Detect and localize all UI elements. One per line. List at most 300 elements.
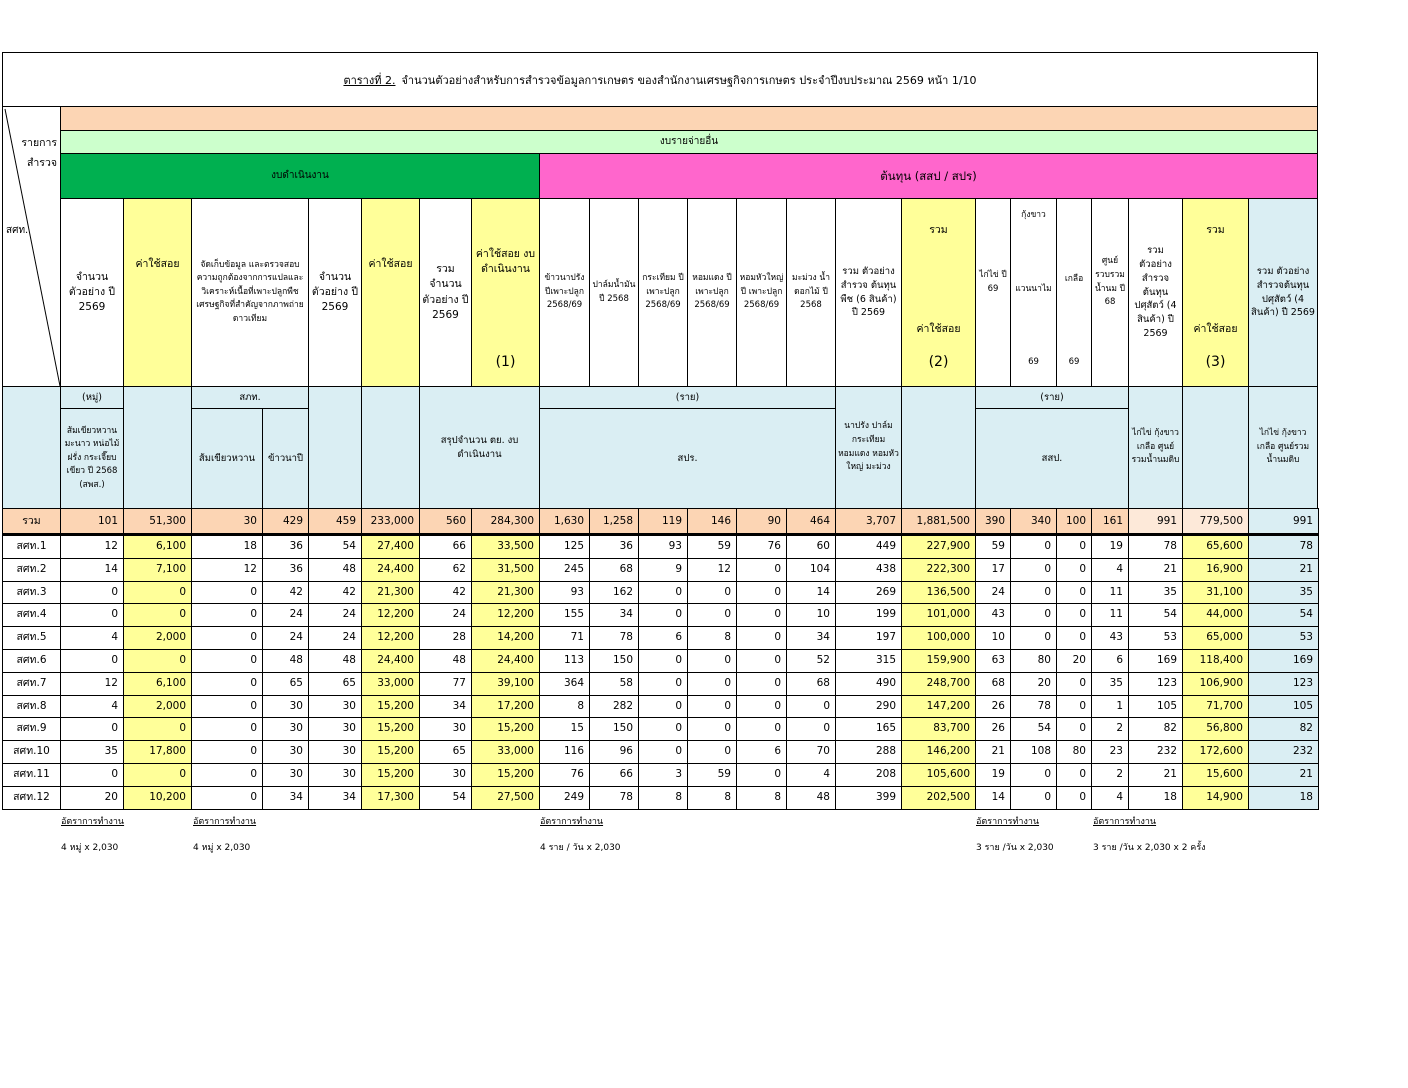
table-cell: 24 <box>308 603 362 627</box>
table-cell: 269 <box>835 581 902 604</box>
total-row-value: 119 <box>638 508 688 535</box>
table-cell: 14 <box>975 786 1011 810</box>
corner-label-office: สศท. <box>6 225 29 236</box>
table-cell: 30 <box>262 763 309 787</box>
table-cell: 59 <box>687 763 737 787</box>
table-cell: 2 <box>1091 717 1129 741</box>
table-cell: 0 <box>638 603 688 627</box>
total-row-value: 340 <box>1010 508 1057 535</box>
note-text: 4 หมู่ x 2,030 <box>193 843 251 853</box>
table-cell: 71 <box>539 626 590 650</box>
table-cell: 14 <box>786 581 836 604</box>
table-cell: 232 <box>1248 740 1319 764</box>
table-cell: 0 <box>638 740 688 764</box>
table-cell: 6,100 <box>123 672 192 696</box>
table-cell: 0 <box>1010 603 1057 627</box>
table-cell: 0 <box>123 603 192 627</box>
header-c21 <box>1128 198 1183 387</box>
table-cell: 8 <box>638 786 688 810</box>
row-label: สศท.11 <box>2 763 61 787</box>
table-cell: 15,200 <box>361 740 420 764</box>
table-cell: 150 <box>589 649 639 673</box>
header-sublabel: ค่าใช้สอย <box>916 323 961 336</box>
table-cell: 113 <box>539 649 590 673</box>
table-cell: 34 <box>308 786 362 810</box>
table-cell: 116 <box>539 740 590 764</box>
table-cell: 162 <box>589 581 639 604</box>
table-title <box>2 52 1318 107</box>
table-cell: 0 <box>1056 558 1092 582</box>
table-cell: 0 <box>736 717 787 741</box>
table-cell: 30 <box>419 763 472 787</box>
table-cell: 54 <box>1248 603 1319 627</box>
table-cell: 490 <box>835 672 902 696</box>
row-label: สศท.1 <box>2 535 61 559</box>
total-row-value: 51,300 <box>123 508 192 535</box>
table-caption: จำนวนตัวอย่างสำหรับการสำรวจข้อมูลการเกษตร ของสำนักงานเศรษฐกิจการเกษตร ประจำปีงบประมาณ 2569 หน้า 1/10 <box>401 73 977 87</box>
header-label: ศูนย์ รวบรวม น้ำนม ปี 68 <box>1094 256 1126 308</box>
table-cell: 118,400 <box>1182 649 1249 673</box>
table-cell: 4 <box>1091 558 1129 582</box>
table-cell: 68 <box>975 672 1011 696</box>
table-cell: 93 <box>638 535 688 559</box>
table-cell: 15,600 <box>1182 763 1249 787</box>
table-cell: 0 <box>1056 626 1092 650</box>
table-cell: 0 <box>60 603 124 627</box>
table-cell: 20 <box>1056 649 1092 673</box>
table-cell: 2,000 <box>123 626 192 650</box>
row-label: สศท.4 <box>2 603 61 627</box>
other-budget-band <box>60 130 1318 154</box>
note-text: 3 ราย /วัน x 2,030 <box>976 843 1054 853</box>
total-row-value: 90 <box>736 508 787 535</box>
table-cell: 8 <box>736 786 787 810</box>
table-cell: 7,100 <box>123 558 192 582</box>
table-cell: 10 <box>975 626 1011 650</box>
header-label: ค่าใช้สอย งบดำเนินงาน <box>475 248 536 276</box>
table-cell: 18 <box>191 535 263 559</box>
row-label: สศท.2 <box>2 558 61 582</box>
table-cell: 0 <box>638 672 688 696</box>
table-cell: 288 <box>835 740 902 764</box>
table-cell: 21 <box>1248 558 1319 582</box>
table-cell: 21 <box>1248 763 1319 787</box>
sub-corner <box>2 386 61 509</box>
corner-label-survey-1: รายการ <box>21 137 57 149</box>
table-cell: 12,200 <box>361 626 420 650</box>
table-cell: 15,200 <box>471 717 540 741</box>
row-label: สศท.3 <box>2 581 61 604</box>
header-label: ปาล์มน้ำมัน ปี 2568 <box>592 279 636 304</box>
table-cell: 42 <box>262 581 309 604</box>
table-cell: 0 <box>1056 581 1092 604</box>
table-cell: 0 <box>123 717 192 741</box>
header-label: หอมแดง ปี เพาะปลูก 2568/69 <box>692 273 732 311</box>
table-cell: 24,400 <box>361 649 420 673</box>
table-cell: 0 <box>1010 763 1057 787</box>
table-cell: 17 <box>975 558 1011 582</box>
cost-budget-label: ต้นทุน (สสป / สปร) <box>880 168 977 183</box>
table-cell: 78 <box>1248 535 1319 559</box>
table-cell: 76 <box>736 535 787 559</box>
header-foot: 69 <box>1028 357 1039 368</box>
header-label: กระเทียม ปี เพาะปลูก 2568/69 <box>642 273 684 311</box>
header-c22 <box>1182 198 1249 387</box>
table-cell: 39,100 <box>471 672 540 696</box>
sub-c22 <box>1182 386 1249 509</box>
header-c8 <box>471 198 540 387</box>
sub-label: ไก่ไข่ กุ้งขาว เกลือ ศูนย์ รวมน้ำนมดิบ <box>1131 428 1180 466</box>
table-cell: 105 <box>1248 695 1319 718</box>
table-cell: 208 <box>835 763 902 787</box>
sub-label: สปร. <box>677 452 698 464</box>
table-cell: 11 <box>1091 603 1129 627</box>
table-cell: 24 <box>262 626 309 650</box>
table-cell: 48 <box>308 558 362 582</box>
header-label: รวม จำนวนตัวอย่าง ปี 2569 <box>422 263 469 321</box>
table-cell: 14,200 <box>471 626 540 650</box>
total-row-value: 464 <box>786 508 836 535</box>
table-cell: 35 <box>1128 581 1183 604</box>
table-cell: 19 <box>975 763 1011 787</box>
table-cell: 0 <box>638 581 688 604</box>
table-cell: 12 <box>60 535 124 559</box>
table-cell: 65 <box>308 672 362 696</box>
header-c14 <box>786 198 836 387</box>
table-cell: 43 <box>1091 626 1129 650</box>
table-cell: 21 <box>1128 763 1183 787</box>
table-cell: 0 <box>191 717 263 741</box>
table-cell: 136,500 <box>901 581 976 604</box>
table-cell: 0 <box>736 672 787 696</box>
table-cell: 24 <box>262 603 309 627</box>
table-cell: 0 <box>638 649 688 673</box>
sub-c5 <box>308 386 362 509</box>
table-cell: 15,200 <box>361 695 420 718</box>
table-cell: 78 <box>1010 695 1057 718</box>
unit-label: (ราย) <box>1040 391 1064 403</box>
table-cell: 65 <box>419 740 472 764</box>
header-marker: (3) <box>1205 353 1226 370</box>
sub-label: ส้มเขียวหวาน <box>198 452 256 464</box>
header-label: รวม ตัวอย่าง สำรวจ ต้นทุนพืช (6 สินค้า) ปี 2569 <box>840 265 897 319</box>
table-cell: 16,900 <box>1182 558 1249 582</box>
table-cell: 24,400 <box>361 558 420 582</box>
total-row-value: 991 <box>1248 508 1319 535</box>
row-label: สศท.12 <box>2 786 61 810</box>
table-cell: 68 <box>589 558 639 582</box>
table-cell: 20 <box>1010 672 1057 696</box>
total-row-value: 1,258 <box>589 508 639 535</box>
header-label: จำนวนตัวอย่าง ปี 2569 <box>311 270 359 314</box>
table-cell: 169 <box>1128 649 1183 673</box>
row-label: สศท.5 <box>2 626 61 650</box>
table-cell: 2,000 <box>123 695 192 718</box>
header-label-top: กุ้งขาว <box>1021 210 1046 220</box>
table-cell: 56,800 <box>1182 717 1249 741</box>
row-label: สศท.7 <box>2 672 61 696</box>
table-cell: 0 <box>736 695 787 718</box>
table-cell: 33,000 <box>471 740 540 764</box>
header-label: ไก่ไข่ ปี 69 <box>979 269 1007 294</box>
row-label: สศท.8 <box>2 695 61 718</box>
table-cell: 36 <box>262 558 309 582</box>
header-c12 <box>687 198 737 387</box>
header-c11 <box>638 198 688 387</box>
header-label: หอมหัวใหญ่ ปี เพาะปลูก 2568/69 <box>739 273 784 311</box>
table-cell: 58 <box>589 672 639 696</box>
table-cell: 77 <box>419 672 472 696</box>
other-budget-label: งบรายจ่ายอื่น <box>659 135 719 147</box>
table-cell: 0 <box>1010 626 1057 650</box>
table-cell: 0 <box>638 717 688 741</box>
table-cell: 169 <box>1248 649 1319 673</box>
table-cell: 30 <box>262 717 309 741</box>
table-cell: 78 <box>589 626 639 650</box>
table-cell: 20 <box>60 786 124 810</box>
table-cell: 54 <box>1010 717 1057 741</box>
header-c6 <box>361 198 420 387</box>
unit-label: (หมู่) <box>82 391 102 403</box>
header-label: มะม่วง น้ำดอกไม้ ปี 2568 <box>792 273 830 311</box>
table-cell: 17,300 <box>361 786 420 810</box>
table-cell: 34 <box>786 626 836 650</box>
table-cell: 93 <box>539 581 590 604</box>
sub-label: สสป. <box>1041 452 1063 464</box>
table-cell: 290 <box>835 695 902 718</box>
total-row-value: 30 <box>191 508 263 535</box>
header-c16 <box>901 198 976 387</box>
table-cell: 21 <box>975 740 1011 764</box>
header-label: รวม <box>929 224 948 236</box>
header-label: จัดเก็บข้อมูล และตรวจสอบความถูกต้องจากการแปลและวิเคราะห์เนื้อที่เพาะปลูกพืชเศรษฐกิจที่สำคัญจากภาพถ่ายดาวเทียม <box>196 259 304 324</box>
header-label: ค่าใช้สอย <box>135 258 180 270</box>
header-c10 <box>589 198 639 387</box>
table-cell: 31,100 <box>1182 581 1249 604</box>
table-cell: 1 <box>1091 695 1129 718</box>
table-cell: 0 <box>687 603 737 627</box>
table-cell: 53 <box>1248 626 1319 650</box>
table-cell: 199 <box>835 603 902 627</box>
note-3 <box>540 814 621 854</box>
table-cell: 34 <box>419 695 472 718</box>
total-row-value: 779,500 <box>1182 508 1249 535</box>
table-cell: 155 <box>539 603 590 627</box>
table-cell: 26 <box>975 717 1011 741</box>
header-c17 <box>975 198 1011 387</box>
note-title: อัตราการทำงาน <box>61 817 125 827</box>
table-cell: 0 <box>687 740 737 764</box>
table-cell: 12 <box>60 672 124 696</box>
table-cell: 147,200 <box>901 695 976 718</box>
operating-budget-label: งบดำเนินงาน <box>271 169 329 181</box>
table-cell: 159,900 <box>901 649 976 673</box>
header-label: เกลือ <box>1064 274 1084 284</box>
table-cell: 6 <box>736 740 787 764</box>
table-cell: 33,000 <box>361 672 420 696</box>
table-cell: 0 <box>60 717 124 741</box>
table-cell: 3 <box>638 763 688 787</box>
sub-label: ไก่ไข่ กุ้งขาว เกลือ ศูนย์รวม น้ำนมดิบ <box>1256 428 1310 466</box>
table-cell: 4 <box>1091 786 1129 810</box>
header-c13 <box>736 198 787 387</box>
header-c9 <box>539 198 590 387</box>
table-cell: 24,400 <box>471 649 540 673</box>
table-cell: 65,000 <box>1182 626 1249 650</box>
table-cell: 0 <box>786 717 836 741</box>
table-cell: 0 <box>191 763 263 787</box>
table-cell: 65 <box>262 672 309 696</box>
note-title: อัตราการทำงาน <box>193 817 257 827</box>
table-cell: 17,800 <box>123 740 192 764</box>
table-cell: 21,300 <box>471 581 540 604</box>
table-cell: 12,200 <box>471 603 540 627</box>
table-cell: 248,700 <box>901 672 976 696</box>
table-cell: 0 <box>60 763 124 787</box>
table-cell: 0 <box>736 763 787 787</box>
table-cell: 28 <box>419 626 472 650</box>
table-cell: 65,600 <box>1182 535 1249 559</box>
table-cell: 30 <box>308 740 362 764</box>
table-cell: 6,100 <box>123 535 192 559</box>
table-cell: 0 <box>1056 535 1092 559</box>
table-cell: 59 <box>687 535 737 559</box>
table-cell: 0 <box>1010 558 1057 582</box>
table-cell: 0 <box>1056 603 1092 627</box>
total-row-separator <box>2 533 1319 535</box>
row-label: สศท.10 <box>2 740 61 764</box>
sub-sgt <box>191 386 309 409</box>
note-text: 4 ราย / วัน x 2,030 <box>540 843 621 853</box>
header-label: ค่าใช้สอย <box>368 258 413 270</box>
top-band <box>60 106 1318 131</box>
header-label: แวนนาไม <box>1015 283 1052 294</box>
table-cell: 0 <box>687 717 737 741</box>
table-cell: 125 <box>539 535 590 559</box>
table-cell: 315 <box>835 649 902 673</box>
total-row-value: 429 <box>262 508 309 535</box>
table-cell: 54 <box>308 535 362 559</box>
table-cell: 197 <box>835 626 902 650</box>
sub-unit-household-1 <box>539 386 836 409</box>
table-cell: 222,300 <box>901 558 976 582</box>
header-c23 <box>1248 198 1318 387</box>
table-cell: 52 <box>786 649 836 673</box>
table-cell: 6 <box>638 626 688 650</box>
table-cell: 0 <box>736 626 787 650</box>
sub-c2 <box>123 386 192 509</box>
table-cell: 449 <box>835 535 902 559</box>
table-cell: 27,400 <box>361 535 420 559</box>
table-cell: 0 <box>60 649 124 673</box>
table-cell: 34 <box>589 603 639 627</box>
operating-budget-band <box>60 153 540 199</box>
sub-c1-desc <box>60 408 124 509</box>
table-cell: 0 <box>123 581 192 604</box>
table-cell: 43 <box>975 603 1011 627</box>
sub-c16 <box>901 386 976 509</box>
table-cell: 202,500 <box>901 786 976 810</box>
table-cell: 232 <box>1128 740 1183 764</box>
note-title: อัตราการทำงาน <box>976 817 1040 827</box>
total-row-value: 233,000 <box>361 508 420 535</box>
table-cell: 399 <box>835 786 902 810</box>
sub-ssp <box>975 408 1129 509</box>
header-label: รวม ตัวอย่าง สำรวจต้นทุน ปศุสัตว์ (4 สินค้า) ปี 2569 <box>1251 265 1315 319</box>
table-cell: 63 <box>975 649 1011 673</box>
table-cell: 30 <box>308 763 362 787</box>
table-cell: 30 <box>262 740 309 764</box>
table-cell: 48 <box>419 649 472 673</box>
table-cell: 106,900 <box>1182 672 1249 696</box>
note-4 <box>976 814 1054 854</box>
table-cell: 0 <box>1056 672 1092 696</box>
table-cell: 12 <box>687 558 737 582</box>
note-title: อัตราการทำงาน <box>1093 817 1157 827</box>
sub-summary <box>419 386 540 509</box>
table-cell: 30 <box>308 717 362 741</box>
total-row-value: 161 <box>1091 508 1129 535</box>
table-cell: 48 <box>262 649 309 673</box>
table-cell: 44,000 <box>1182 603 1249 627</box>
table-cell: 62 <box>419 558 472 582</box>
table-cell: 14,900 <box>1182 786 1249 810</box>
row-label: สศท.6 <box>2 649 61 673</box>
total-row-value: 390 <box>975 508 1011 535</box>
table-cell: 54 <box>419 786 472 810</box>
table-cell: 0 <box>1010 535 1057 559</box>
table-cell: 15,200 <box>361 763 420 787</box>
table-cell: 227,900 <box>901 535 976 559</box>
table-cell: 24 <box>308 626 362 650</box>
table-cell: 0 <box>191 786 263 810</box>
total-row-value: 560 <box>419 508 472 535</box>
total-row-value: 3,707 <box>835 508 902 535</box>
table-cell: 0 <box>736 581 787 604</box>
table-cell: 78 <box>589 786 639 810</box>
table-cell: 0 <box>191 581 263 604</box>
table-cell: 53 <box>1128 626 1183 650</box>
table-cell: 0 <box>687 581 737 604</box>
header-c20 <box>1091 198 1129 387</box>
table-cell: 105,600 <box>901 763 976 787</box>
table-cell: 78 <box>1128 535 1183 559</box>
table-cell: 0 <box>687 672 737 696</box>
sub-unit-village <box>60 386 124 409</box>
table-cell: 21 <box>1128 558 1183 582</box>
table-cell: 14 <box>60 558 124 582</box>
table-cell: 10,200 <box>123 786 192 810</box>
table-cell: 35 <box>1091 672 1129 696</box>
table-cell: 30 <box>308 695 362 718</box>
table-cell: 0 <box>736 603 787 627</box>
table-cell: 0 <box>191 603 263 627</box>
table-cell: 18 <box>1248 786 1319 810</box>
total-row-value: 991 <box>1128 508 1183 535</box>
table-cell: 19 <box>1091 535 1129 559</box>
table-cell: 83,700 <box>901 717 976 741</box>
sub-spr <box>539 408 836 509</box>
table-cell: 100,000 <box>901 626 976 650</box>
header-marker: (2) <box>928 353 949 370</box>
sub-label: ส้มเขียวหวาน มะนาว หน่อไม้ฝรั่ง กระเจี๊ยบเขียว ปี 2568 (สพส.) <box>64 425 120 490</box>
total-row-value: 100 <box>1056 508 1092 535</box>
table-cell: 42 <box>308 581 362 604</box>
sub-label: นาปรัง ปาล์ม กระเทียม หอมแดง หอมหัวใหญ่ มะม่วง <box>838 421 899 473</box>
table-cell: 8 <box>539 695 590 718</box>
sub-c4-desc <box>262 408 309 509</box>
table-cell: 0 <box>1056 786 1092 810</box>
